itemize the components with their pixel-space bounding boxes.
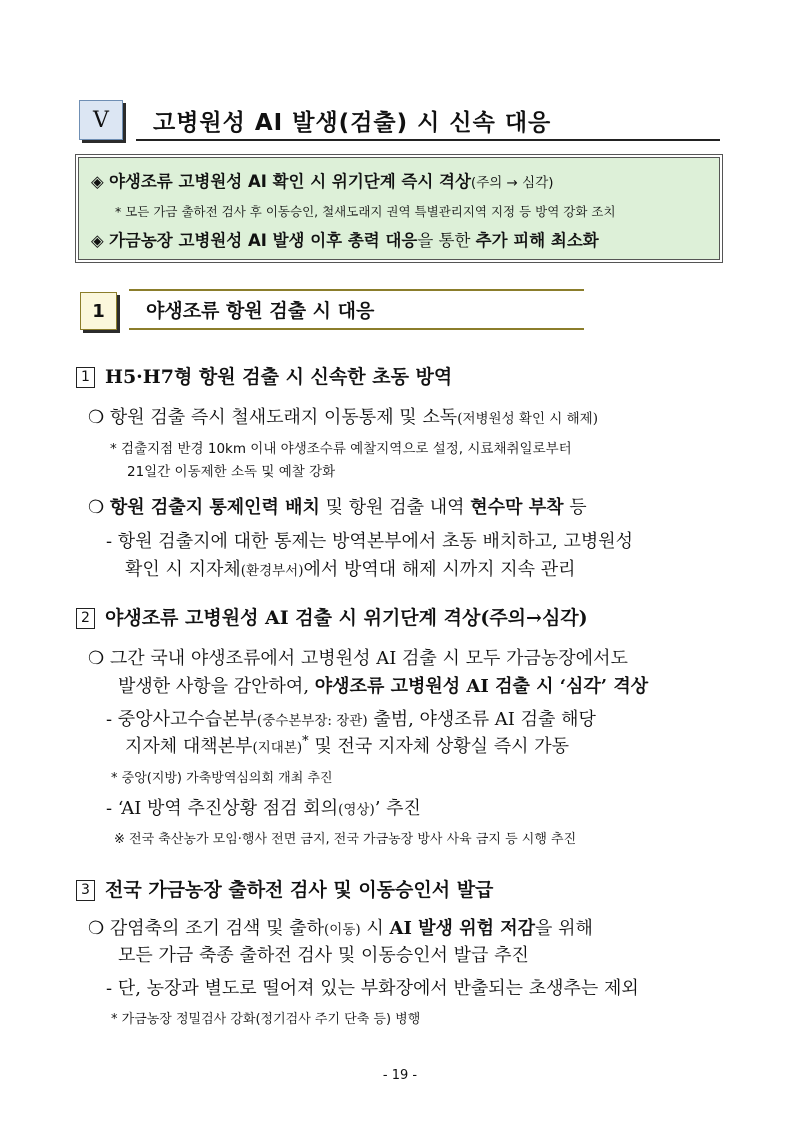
item-2-dash-1-line-1c: 출범, 야생조류 AI 검출 해당 <box>367 709 596 730</box>
item-1-note-line-2: 21일간 이동제한 소독 및 예찰 강화 <box>127 464 336 480</box>
item-2-number-box: 2 <box>76 608 95 629</box>
diamond-bullet-icon: ◈ <box>91 231 104 250</box>
circle-bullet-icon: ❍ <box>88 918 105 939</box>
item-2-bullet-1-line-2a: 발생한 사항을 감안하여, <box>118 676 315 697</box>
subsection-number: 1 <box>92 300 105 322</box>
summary-line-1-paren: (주의 → 심각) <box>470 175 554 191</box>
item-1-bullet-1 <box>88 403 598 429</box>
item-2-dash-1-line-2b: (지대본) <box>252 740 303 756</box>
summary-line-1-bold: 야생조류 고병원성 AI 확인 시 위기단계 즉시 격상 <box>108 172 471 191</box>
item-2-bullet-1-line-1-text: 그간 국내 야생조류에서 고병원성 AI 검출 시 모두 가금농장에서도 <box>109 648 628 669</box>
item-2-dash-1-line-1b: (중수본부장: 장관) <box>256 713 368 729</box>
item-3-heading <box>76 875 493 902</box>
summary-line-3-mid: 을 통한 <box>417 231 476 250</box>
section-number-box <box>79 100 123 140</box>
item-3-bullet-1-line-1 <box>88 914 593 940</box>
item-1-title: H5·H7형 항원 검출 시 신속한 초동 방역 <box>105 366 453 388</box>
item-3-bullet-1-line-1b: (이동) <box>324 922 361 938</box>
item-2-dash-2a: - ‘AI 방역 추진상황 점검 회의 <box>106 798 339 819</box>
item-2-bullet-1-line-2b: 야생조류 고병원성 AI 검출 시 ‘심각’ 격상 <box>314 676 649 697</box>
item-3-bullet-1-line-2: 모든 가금 축종 출하전 검사 및 이동승인서 발급 추진 <box>118 945 529 966</box>
item-2-bullet-1-line-1 <box>88 644 628 670</box>
item-2-heading <box>76 603 588 630</box>
item-2-dash-1-line-2 <box>125 732 569 758</box>
subsection-title: 야생조류 항원 검출 시 대응 <box>146 300 375 322</box>
item-1-bullet-2-end: 등 <box>563 497 587 518</box>
summary-line-3 <box>91 227 599 251</box>
circle-bullet-icon: ❍ <box>88 648 105 669</box>
summary-line-2: * 모든 가금 출하전 검사 후 이동승인, 철새도래지 권역 특별관리지역 지정 등 방역 강화 조치 <box>115 204 616 219</box>
item-2-title: 야생조류 고병원성 AI 검출 시 위기단계 격상(주의→심각) <box>105 607 588 629</box>
item-3-bullet-1-line-1d: AI 발생 위험 저감 <box>389 918 536 939</box>
item-1-bullet-2-mid: 및 항원 검출 내역 <box>319 497 471 518</box>
item-2-dash-1-line-1 <box>106 705 596 731</box>
item-3-note-1: * 가금농장 정밀검사 강화(정기검사 주기 단축 등) 병행 <box>111 1012 421 1027</box>
subsection-line-bottom <box>129 328 584 330</box>
item-1-note-line-1: * 검출지점 반경 10km 이내 야생조수류 예찰지역으로 설정, 시료채취일로부터 <box>110 441 572 457</box>
item-2-dash-2b: (영상) <box>338 802 375 818</box>
item-3-dash-1: - 단, 농장과 별도로 떨어져 있는 부화장에서 반출되는 초생추는 제외 <box>106 978 639 999</box>
item-1-dash-line-2 <box>125 555 576 581</box>
item-1-bullet-1-paren: (저병원성 확인 시 해제) <box>457 411 598 427</box>
item-3-number-box: 3 <box>76 880 95 901</box>
summary-box <box>78 157 720 260</box>
item-2-dash-1-line-2d: 및 전국 지자체 상황실 즉시 가동 <box>308 736 569 757</box>
page-number: - 19 - <box>382 1068 418 1083</box>
diamond-bullet-icon: ◈ <box>91 172 104 191</box>
item-3-title: 전국 가금농장 출하전 검사 및 이동승인서 발급 <box>105 879 494 901</box>
subsection-number-box <box>80 292 117 330</box>
item-2-note-1: * 중앙(지방) 가축방역심의회 개최 추진 <box>111 771 333 786</box>
item-2-dash-1-footnote-mark: * <box>302 734 309 749</box>
item-3-bullet-1-line-1a: 감염축의 조기 검색 및 출하 <box>109 918 325 939</box>
item-1-bullet-2 <box>88 493 587 519</box>
item-1-dash-line-2a: 확인 시 지자체 <box>125 559 241 580</box>
circle-bullet-icon: ❍ <box>88 497 105 518</box>
item-1-bullet-2-bold-2: 현수막 부착 <box>470 497 564 518</box>
item-2-dash-1-line-2a: 지자체 대책본부 <box>125 736 253 757</box>
item-3-bullet-1-line-1e: 을 위해 <box>535 918 593 939</box>
item-1-bullet-1-text: 항원 검출 즉시 철새도래지 이동통제 및 소독 <box>109 407 458 428</box>
item-2-dash-2c: ’ 추진 <box>374 798 421 819</box>
item-1-dash-line-2b: (환경부서) <box>240 563 304 579</box>
item-2-bullet-1-line-2 <box>118 672 648 698</box>
item-2-note-2: ※ 전국 축산농가 모임·행사 전면 금지, 전국 가금농장 방사 사육 금지 등 시행 추진 <box>114 832 577 847</box>
subsection-line-top <box>129 289 584 291</box>
circle-bullet-icon: ❍ <box>88 407 105 428</box>
summary-line-1 <box>91 168 554 192</box>
item-2-dash-1-line-1a: - 중앙사고수습본부 <box>106 709 257 730</box>
section-number: Ⅴ <box>93 107 109 133</box>
section-underline <box>136 139 720 141</box>
item-1-bullet-2-bold-1: 항원 검출지 통제인력 배치 <box>109 497 320 518</box>
item-3-bullet-1-line-1c: 시 <box>360 918 390 939</box>
item-1-dash-line-2c: 에서 방역대 해제 시까지 지속 관리 <box>303 559 576 580</box>
item-1-number-box: 1 <box>76 367 95 388</box>
item-2-dash-2 <box>106 794 421 820</box>
summary-line-3-bold-1: 가금농장 고병원성 AI 발생 이후 총력 대응 <box>108 231 418 250</box>
item-1-heading <box>76 362 452 389</box>
section-title: 고병원성 AI 발생(검출) 시 신속 대응 <box>153 110 552 136</box>
item-1-dash-line-1: - 항원 검출지에 대한 통제는 방역본부에서 초동 배치하고, 고병원성 <box>106 531 634 552</box>
summary-line-3-bold-2: 추가 피해 최소화 <box>475 231 599 250</box>
